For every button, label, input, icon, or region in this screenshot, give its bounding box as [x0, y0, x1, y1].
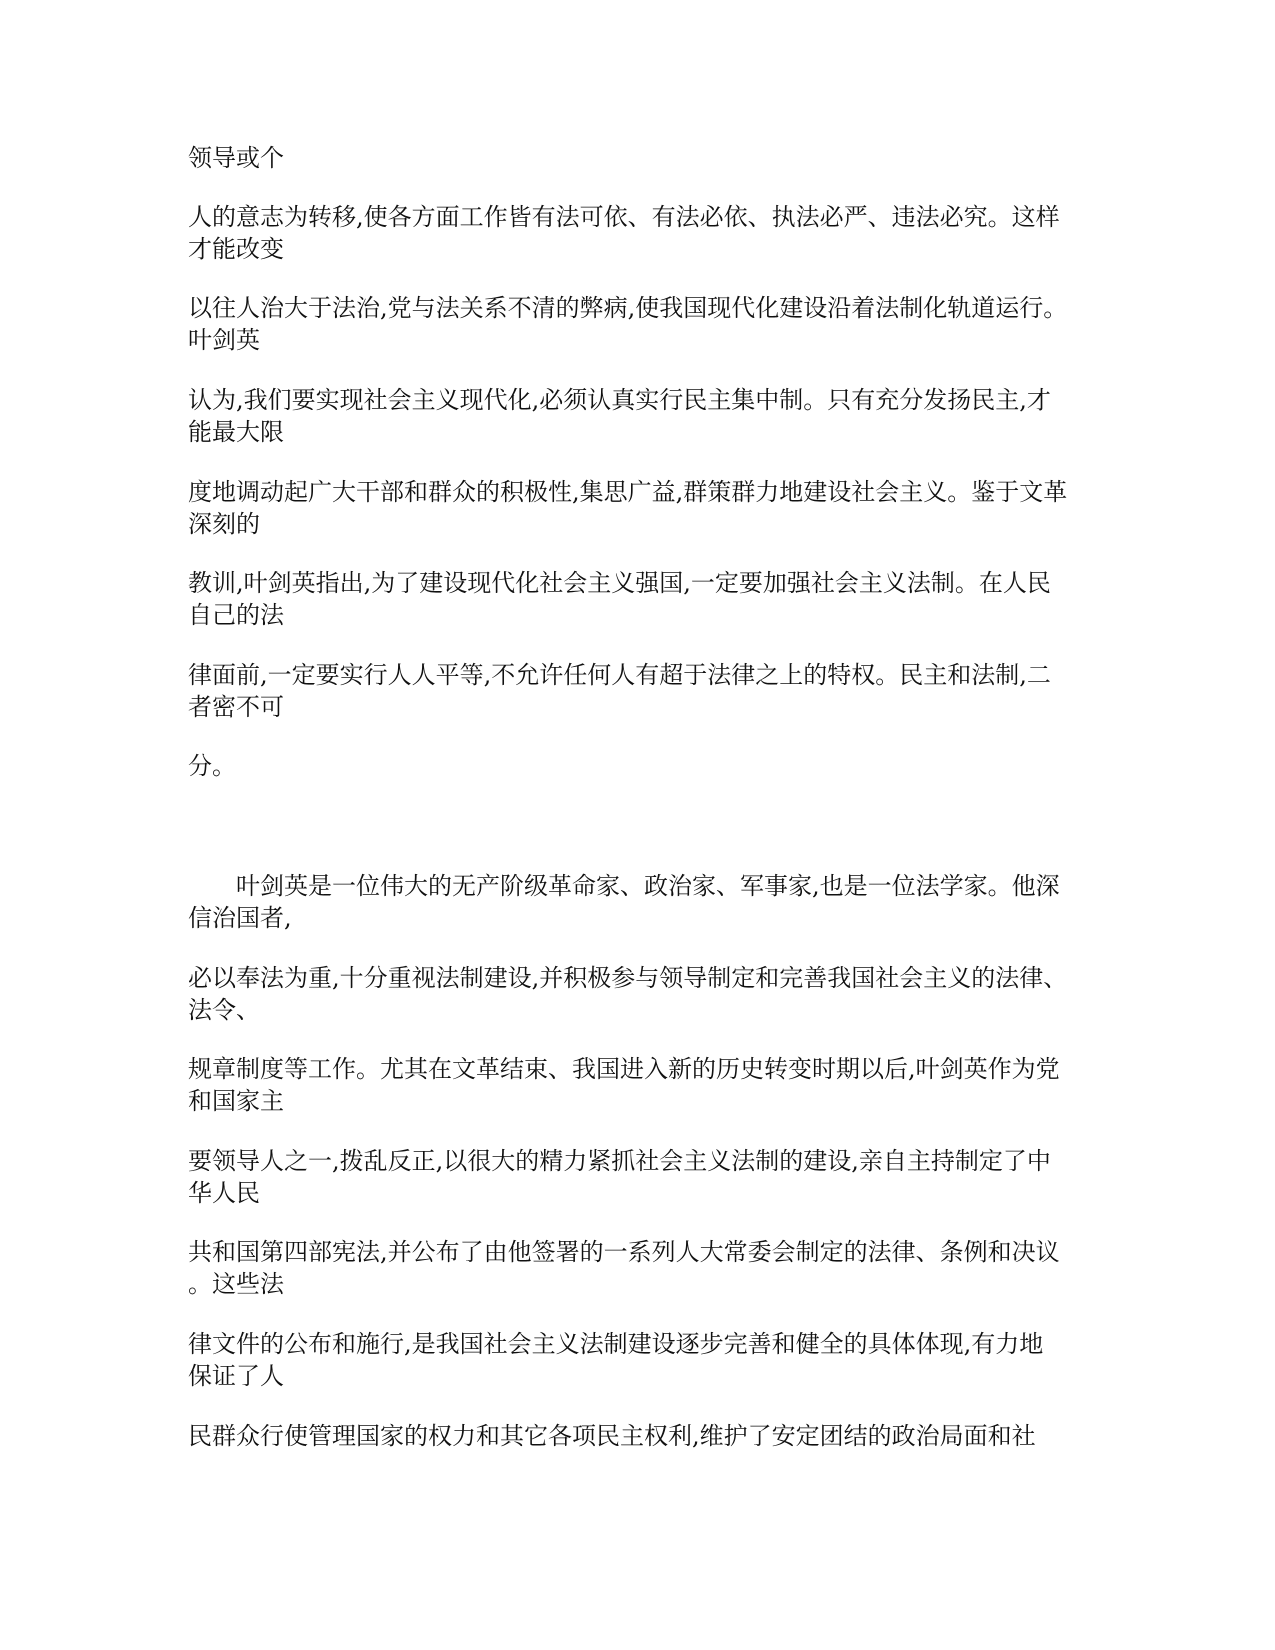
- text-line: 人的意志为转移,使各方面工作皆有法可依、有法必依、执法必严、违法必究。这样: [188, 203, 1060, 231]
- text-line: 信治国者,: [188, 904, 292, 932]
- text-line: 法令、: [188, 996, 260, 1024]
- text-line: 规章制度等工作。尤其在文革结束、我国进入新的历史转变时期以后,叶剑英作为党: [188, 1055, 1060, 1083]
- text-line: 者密不可: [188, 693, 284, 721]
- text-line: 教训,叶剑英指出,为了建设现代化社会主义强国,一定要加强社会主义法制。在人民: [188, 569, 1051, 597]
- text-line: 深刻的: [188, 510, 260, 538]
- text-line: 才能改变: [188, 235, 284, 263]
- text-line: 要领导人之一,拨乱反正,以很大的精力紧抓社会主义法制的建设,亲自主持制定了中: [188, 1147, 1051, 1175]
- text-line: 共和国第四部宪法,并公布了由他签署的一系列人大常委会制定的法律、条例和决议: [188, 1238, 1060, 1266]
- text-line: 和国家主: [188, 1087, 284, 1115]
- text-line: 度地调动起广大干部和群众的积极性,集思广益,群策群力地建设社会主义。鉴于文革: [188, 478, 1068, 506]
- text-line: 华人民: [188, 1179, 260, 1207]
- text-line: 律面前,一定要实行人人平等,不允许任何人有超于法律之上的特权。民主和法制,二: [188, 661, 1051, 689]
- text-line: 认为,我们要实现社会主义现代化,必须认真实行民主集中制。只有充分发扬民主,才: [188, 386, 1051, 414]
- text-line: 自己的法: [188, 601, 284, 629]
- text-line: 。这些法: [188, 1270, 284, 1298]
- text-line: 分。: [188, 752, 236, 780]
- text-line: 以往人治大于法治,党与法关系不清的弊病,使我国现代化建设沿着法制化轨道运行。: [188, 294, 1068, 322]
- text-line: 叶剑英: [188, 326, 260, 354]
- text-line: 律文件的公布和施行,是我国社会主义法制建设逐步完善和健全的具体体现,有力地: [188, 1330, 1044, 1358]
- text-line: 叶剑英是一位伟大的无产阶级革命家、政治家、军事家,也是一位法学家。他深: [236, 872, 1060, 900]
- text-line: 能最大限: [188, 418, 284, 446]
- text-line: 民群众行使管理国家的权力和其它各项民主权利,维护了安定团结的政治局面和社: [188, 1422, 1036, 1450]
- text-line: 保证了人: [188, 1362, 284, 1390]
- text-line: 领导或个: [188, 144, 284, 172]
- text-line: 必以奉法为重,十分重视法制建设,并积极参与领导制定和完善我国社会主义的法律、: [188, 964, 1068, 992]
